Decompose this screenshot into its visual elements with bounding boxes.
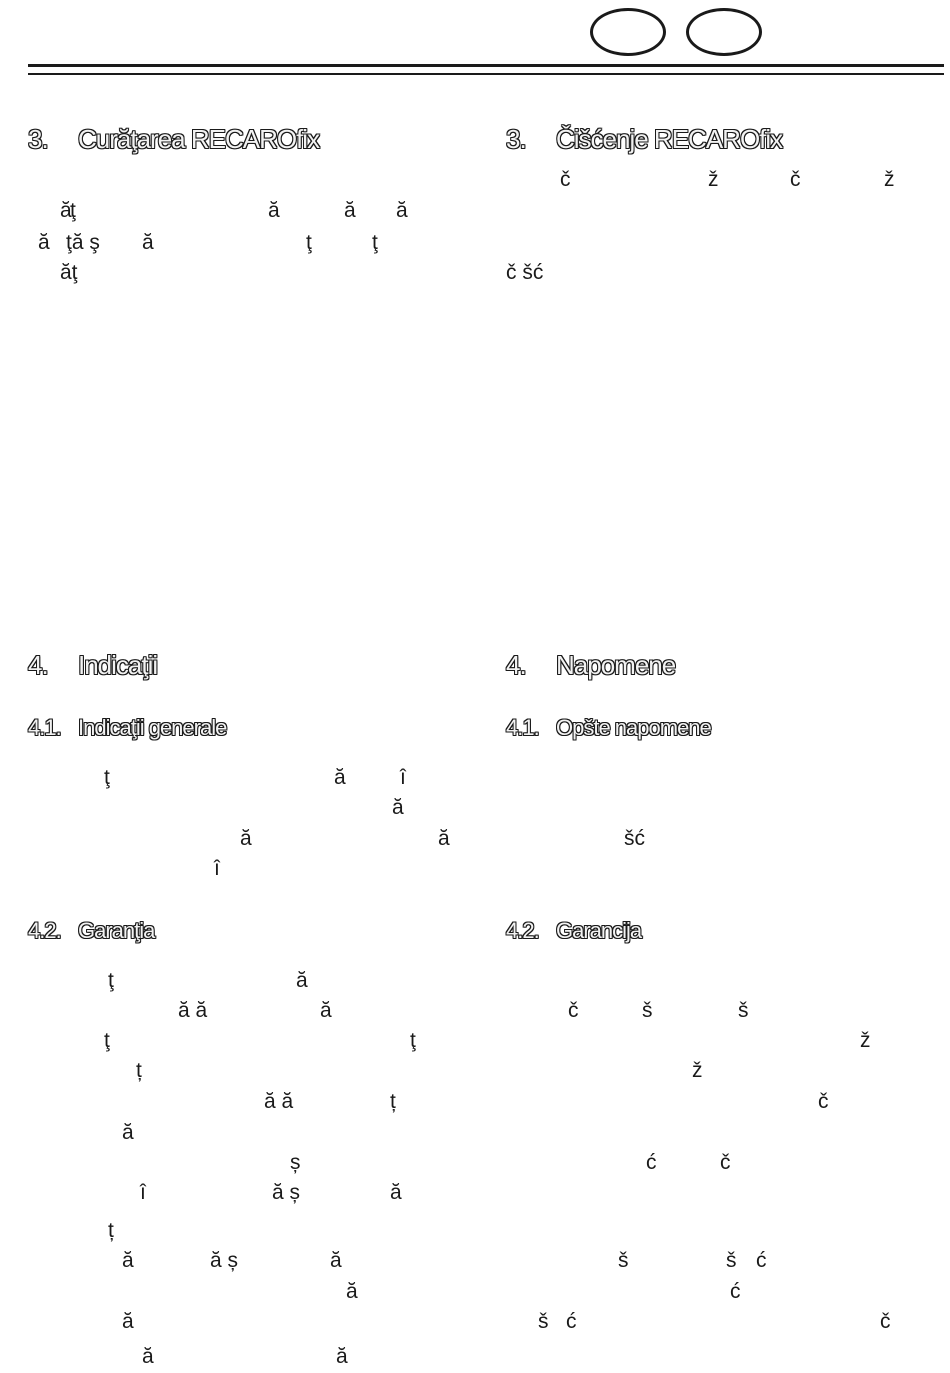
glyph: ž (708, 168, 719, 191)
glyph: ţ (306, 231, 312, 254)
glyph: ț (136, 1059, 142, 1082)
glyph: š (738, 999, 749, 1022)
glyph: ţ (410, 1029, 416, 1052)
glyph: ă (336, 1345, 348, 1368)
left-section-4-1-heading: 4.1. Indicaţii generale (28, 715, 227, 740)
glyph: ž (884, 168, 895, 191)
right-section-4-2-heading: 4.2. Garancija (506, 918, 642, 943)
glyph: ă (330, 1249, 342, 1272)
glyph: ć (756, 1249, 767, 1272)
header-rule-thin (28, 73, 944, 75)
glyph: ă (320, 999, 332, 1022)
left-section-3-heading: 3. Curăţarea RECAROfix (28, 124, 320, 154)
glyph: ă (122, 1249, 134, 1272)
glyph: ă (240, 827, 252, 850)
glyph: č (568, 999, 579, 1022)
glyph: ţ (70, 199, 76, 222)
glyph: ăţ (60, 261, 78, 284)
header-rule-thick (28, 64, 944, 67)
glyph: č (560, 168, 571, 191)
glyph: ă ș (210, 1249, 239, 1272)
glyph: ţ (108, 969, 114, 992)
glyph: š (618, 1249, 629, 1272)
glyph: î (214, 857, 220, 880)
glyph: ș (290, 1151, 301, 1174)
glyph: î (400, 766, 406, 789)
glyph: ă (122, 1310, 134, 1333)
glyph: ć (646, 1151, 657, 1174)
glyph: č (720, 1151, 731, 1174)
glyph: ă (122, 1121, 134, 1144)
glyph: ă ș (272, 1181, 301, 1204)
glyph: ă (142, 1345, 154, 1368)
glyph: ă (438, 827, 450, 850)
left-section-4-2-heading: 4.2. Garanţia (28, 918, 155, 943)
glyph: ă (60, 199, 72, 222)
glyph: ă ă (264, 1090, 294, 1113)
glyph: ț (390, 1090, 396, 1113)
glyph: ţ (104, 1029, 110, 1052)
glyph: šć (624, 827, 645, 850)
glyph: ţ (372, 231, 378, 254)
glyph: ţă ş (66, 231, 100, 254)
glyph: î (140, 1181, 146, 1204)
glyph: ă (396, 199, 408, 222)
glyph: ă (334, 766, 346, 789)
glyph: č šć (506, 261, 544, 284)
right-section-4-1-heading: 4.1. Opšte napomene (506, 715, 711, 740)
glyph: č (790, 168, 801, 191)
language-badge-left (590, 8, 666, 56)
glyph: š (726, 1249, 737, 1272)
glyph: ž (860, 1029, 871, 1052)
glyph: ă (344, 199, 356, 222)
glyph: š (642, 999, 653, 1022)
glyph: ț (108, 1219, 114, 1242)
glyph: ć (566, 1310, 577, 1333)
glyph: č (880, 1310, 891, 1333)
glyph: č (818, 1090, 829, 1113)
glyph: ć (730, 1280, 741, 1303)
glyph: ž (692, 1059, 703, 1082)
right-section-4-heading: 4. Napomene (506, 650, 676, 680)
glyph: š (538, 1310, 549, 1333)
glyph: ă (268, 199, 280, 222)
right-section-3-heading: 3. Čišćenje RECAROfix (506, 124, 783, 154)
language-badge-right (686, 8, 762, 56)
glyph: ă (38, 231, 50, 254)
glyph: ă (296, 969, 308, 992)
glyph: ă (346, 1280, 358, 1303)
glyph: ă (142, 231, 154, 254)
glyph: ă (392, 796, 404, 819)
glyph: ă (390, 1181, 402, 1204)
glyph: ţ (104, 766, 110, 789)
left-section-4-heading: 4. Indicaţii (28, 650, 158, 680)
glyph: ă ă (178, 999, 208, 1022)
